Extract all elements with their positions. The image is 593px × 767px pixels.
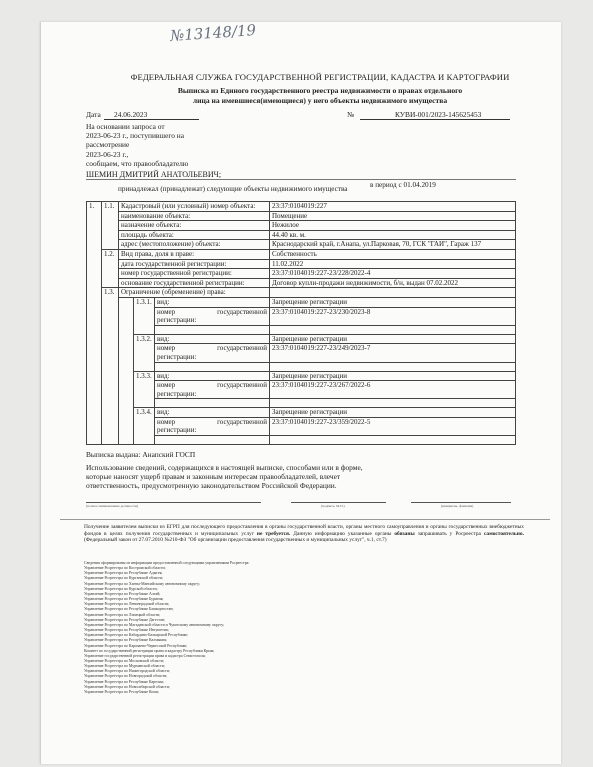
list-item: Управление Росреестра по Республике Башкортостан; xyxy=(84,607,174,612)
regnum-value: 23:37:0104019:227-23/228/2022-4 xyxy=(270,269,516,279)
address-value: Краснодарский край, г.Анапа, ул.Парковая, 70, ГСК "ГАИ", Гараж 137 xyxy=(270,240,516,250)
issued-by: Выписка выдана: Анапский ГОСП xyxy=(86,450,196,459)
cadastral-value: 23:37:0104019:227 xyxy=(270,202,516,212)
list-item: Управление Росреестра по Республике Ингушетия; xyxy=(84,628,169,633)
table-row xyxy=(87,221,516,231)
list-item: Управление Росреестра по Новосибирской области; xyxy=(84,684,170,689)
position-caption: (полное наименование должности) xyxy=(86,504,139,508)
restriction-num-label: номер государственной регистрации: xyxy=(155,417,270,435)
object-number: 1. xyxy=(87,202,102,445)
number-label: № xyxy=(347,110,355,119)
area-label: площадь объекта: xyxy=(119,230,270,240)
table-row xyxy=(87,278,516,288)
restriction-num-label: номер государственной регистрации: xyxy=(155,344,270,362)
restriction-kind-label: вид: xyxy=(155,334,270,344)
restriction-number: 1.3.4. xyxy=(134,408,155,445)
table-row xyxy=(87,249,516,259)
belong-text: принадлежал (принадлежат) следующие объекты недвижимого имущества xyxy=(118,185,348,193)
regdate-label: дата государственной регистрации: xyxy=(119,259,270,269)
table-row xyxy=(87,211,516,221)
right-value: Собственность xyxy=(270,249,516,259)
list-item: Управление Росреестра по Курской области; xyxy=(84,586,158,591)
cadastral-label: Кадастровый (или условный) номер объекта: xyxy=(119,202,270,212)
list-item: Управление Росреестра по Карачаево-Черкесской Республике; xyxy=(84,643,188,648)
restriction-num-label: номер государственной регистрации: xyxy=(155,381,270,399)
restriction-num-label: номер государственной регистрации: xyxy=(155,307,270,325)
period-text: в период с 01.04.2019 xyxy=(370,181,436,189)
list-item: Управление Росреестра по Новгородской области; xyxy=(84,674,168,679)
request-basis: На основании запроса от 2023-06-23 г., поступившего на рассмотрение 2023-06-23 г., сообщаем, что правообладателю xyxy=(86,122,189,168)
property-table xyxy=(86,201,516,445)
signature-row xyxy=(86,502,516,508)
owner-underline xyxy=(86,179,516,180)
restriction-num: 23:37:0104019:227-23/267/2022-6 xyxy=(270,381,516,399)
regnum-label: номер государственной регистрации: xyxy=(119,269,270,279)
agency-header: ФЕДЕРАЛЬНАЯ СЛУЖБА ГОСУДАРСТВЕННОЙ РЕГИСТРАЦИИ, КАДАСТРА И КАРТОГРАФИИ xyxy=(130,72,510,82)
restriction-number: 1.3.1. xyxy=(134,297,155,334)
notice-text: Получение заявителем выписки из ЕГРП для последующего предоставления в органы государственной власти, органы местного самоуправления и органы государственных внебюджетных фондов в целях получения государственных и муниципальных услуг не требуется. Данную информацию указанные органы обязаны запрашивать у Росреестра самостоятельно. (Федеральный закон от 27.07.2010 №210-ФЗ "Об организации предоставления государственных и муниципальных услуг", ч.1, ст.7) xyxy=(84,524,524,544)
address-label: адрес (местоположение) объекта: xyxy=(119,240,270,250)
restriction-label: Ограничение (обременение) права: xyxy=(119,288,270,298)
section-divider xyxy=(60,519,550,520)
restriction-kind: Запрещение регистрации xyxy=(270,371,516,381)
list-item: Управление Росреестра по Ленинградской области; xyxy=(84,602,170,607)
document-title: Выписка из Единого государственного реестра недвижимости о правах отдельного лица на имевшиеся(имеющиеся) у него объекты недвижимого имущества xyxy=(177,86,463,105)
handwritten-mark: №13148/19 xyxy=(169,21,257,45)
regdate-value: 11.02.2022 xyxy=(270,259,516,269)
section-number: 1.1. xyxy=(102,202,119,250)
name-line xyxy=(411,502,511,503)
list-item: Управление Росреестра по Магаданской области и Чукотскому автономному округу; xyxy=(84,622,225,627)
name-caption: (инициалы, фамилия) xyxy=(441,504,474,508)
list-item: Управление Росреестра по Московской области; xyxy=(84,658,165,663)
list-item: Управление Росреестра по Нижегородской области; xyxy=(84,669,170,674)
purpose-value: Нежилое xyxy=(270,221,516,231)
list-item: Управление Росреестра по Республике Карелия; xyxy=(84,679,164,684)
restriction-kind-label: вид: xyxy=(155,371,270,381)
restriction-num: 23:37:0104019:227-23/230/2023-8 xyxy=(270,307,516,325)
table-row xyxy=(87,259,516,269)
ground-value: Договор купли-продажи недвижимости, б/н, выдан 07.02.2022 xyxy=(270,278,516,288)
area-value: 44.40 кв. м. xyxy=(270,230,516,240)
list-item: Управление Росреестра по Курганской области; xyxy=(84,576,164,581)
list-item: Управление Росреестра по Республике Калмыкия; xyxy=(84,638,168,643)
table-row xyxy=(87,297,516,307)
name-label: наименование объекта: xyxy=(119,211,270,221)
restriction-kind-label: вид: xyxy=(155,408,270,418)
table-row xyxy=(87,240,516,250)
table-row xyxy=(87,408,516,418)
number-underline xyxy=(360,119,510,120)
date-underline xyxy=(104,119,199,120)
owner-name: ШЕМИН ДМИТРИЙ АНАТОЛЬЕВИЧ; xyxy=(86,170,222,179)
restriction-kind: Запрещение регистрации xyxy=(270,408,516,418)
table-row xyxy=(87,269,516,279)
list-item: Управление Росреестра по Республике Алтай; xyxy=(84,591,161,596)
purpose-label: назначение объекта: xyxy=(119,221,270,231)
table-row xyxy=(87,371,516,381)
restriction-kind: Запрещение регистрации xyxy=(270,297,516,307)
date-label: Дата xyxy=(86,110,101,119)
number-value: КУВИ-001/2023-145625453 xyxy=(395,110,482,119)
section-number: 1.2. xyxy=(102,249,119,287)
usage-warning: Использование сведений, содержащихся в настоящей выписке, способами или в форме, которые наносят ущерб правам и законным интересам правообладателей, влечет ответственность, предусмотренную законодательством Российской Федерации. xyxy=(86,463,363,490)
list-item: Управление Росреестра по Кабардино-Балкарской Республике; xyxy=(84,633,189,638)
table-row xyxy=(87,230,516,240)
restriction-number: 1.3.2. xyxy=(134,334,155,371)
restriction-kind-label: вид: xyxy=(155,297,270,307)
signature-line xyxy=(291,502,386,503)
list-item: Управление Росреестра по Ханты-Мансийскому автономному округу; xyxy=(84,581,201,586)
list-item: Управление Росреестра по Республике Коми; xyxy=(84,689,159,694)
list-item: Управление Росреестра по Мурманской области; xyxy=(84,664,165,669)
offices-list xyxy=(84,561,384,695)
position-line xyxy=(86,502,261,503)
list-item: Управление Росреестра по Республике Дагестан; xyxy=(84,617,166,622)
table-row xyxy=(87,288,516,298)
restriction-number: 1.3.3. xyxy=(134,371,155,408)
section-number: 1.3. xyxy=(102,288,119,445)
list-item: Управление Росреестра по Республике Адыгея; xyxy=(84,571,163,576)
table-row xyxy=(87,202,516,212)
ground-label: основание государственной регистрации: xyxy=(119,278,270,288)
restriction-num: 23:37:0104019:227-23/359/2022-5 xyxy=(270,417,516,435)
table-row xyxy=(87,334,516,344)
restriction-num: 23:37:0104019:227-23/249/2023-7 xyxy=(270,344,516,362)
list-item: Сведения сформированы из информации предоставленной следующими управлениями Росреестра: xyxy=(84,561,250,565)
right-label: Вид права, доля в праве: xyxy=(119,249,270,259)
list-item: Комитет по государственной регистрации права и кадастру Республики Крым; xyxy=(84,648,215,653)
signature-caption: (подпись, М.П.) xyxy=(321,504,345,508)
restriction-kind: Запрещение регистрации xyxy=(270,334,516,344)
list-item: Управление государственной регистрации права и кадастра Севастополя; xyxy=(84,653,206,658)
list-item: Управление Росреестра по Республике Бурятия; xyxy=(84,597,164,602)
name-value: Помещение xyxy=(270,211,516,221)
date-value: 24.06.2023 xyxy=(114,110,148,119)
list-item: Управление Росреестра по Костромской области; xyxy=(84,566,166,571)
list-item: Управление Росреестра по Липецкой области; xyxy=(84,612,161,617)
